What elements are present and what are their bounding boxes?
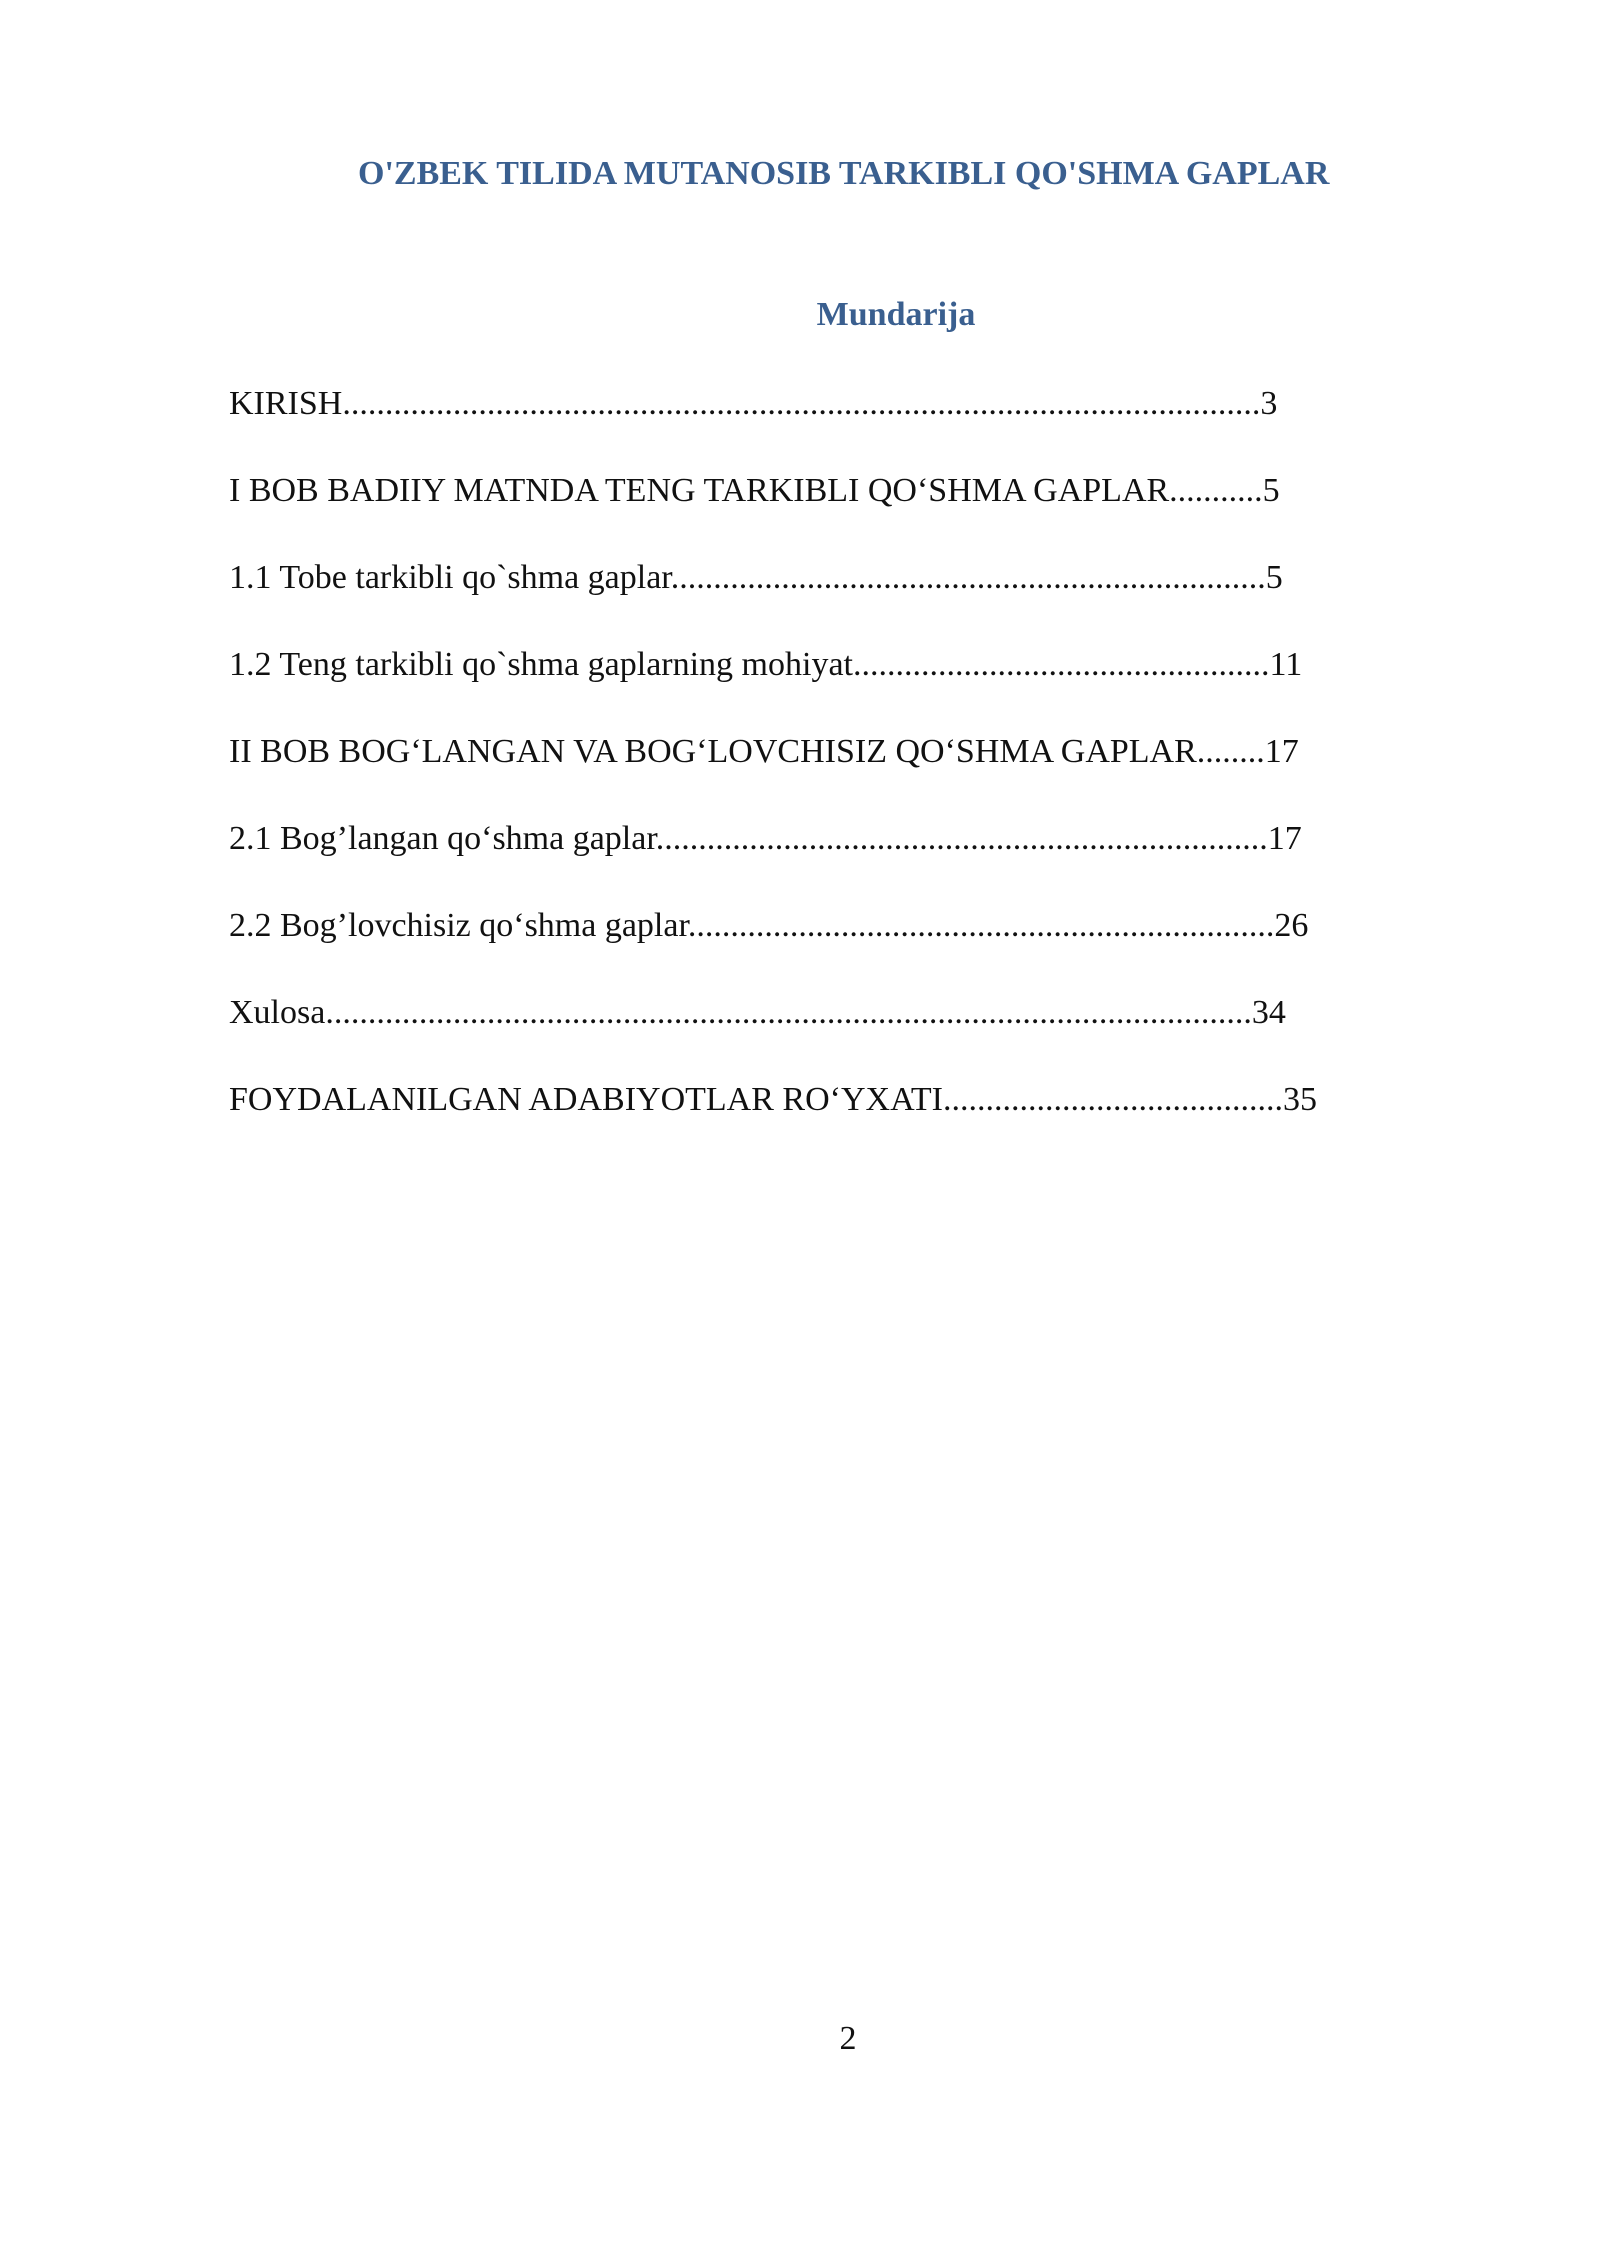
toc-entry-section-2-2: 2.2 Bog’lovchisiz qo‘shma gaplar.....................................................................26 [229, 907, 1309, 944]
toc-entry-chapter-1: I BOB BADIIY MATNDA TENG TARKIBLI QO‘SHMA GAPLAR...........5 [229, 472, 1280, 509]
document-title: O'ZBEK TILIDA MUTANOSIB TARKIBLI QO'SHMA GAPLAR [358, 155, 1330, 192]
toc-entry-section-1-1: 1.1 Tobe tarkibli qo`shma gaplar......................................................................5 [229, 559, 1283, 596]
toc-entry-xulosa: Xulosa.............................................................................................................34 [229, 994, 1286, 1031]
toc-entry-references: FOYDALANILGAN ADABIYOTLAR RO‘YXATI........................................35 [229, 1081, 1317, 1118]
toc-entry-kirish: KIRISH............................................................................................................3 [229, 385, 1278, 422]
toc-entry-section-1-2: 1.2 Teng tarkibli qo`shma gaplarning mohiyat.................................................11 [229, 646, 1303, 683]
toc-entry-section-2-1: 2.1 Bog’langan qo‘shma gaplar........................................................................17 [229, 820, 1302, 857]
page-number: 2 [839, 2020, 857, 2057]
toc-heading: Mundarija [816, 296, 976, 333]
toc-entry-chapter-2: II BOB BOG‘LANGAN VA BOG‘LOVCHISIZ QO‘SHMA GAPLAR........17 [229, 733, 1299, 770]
